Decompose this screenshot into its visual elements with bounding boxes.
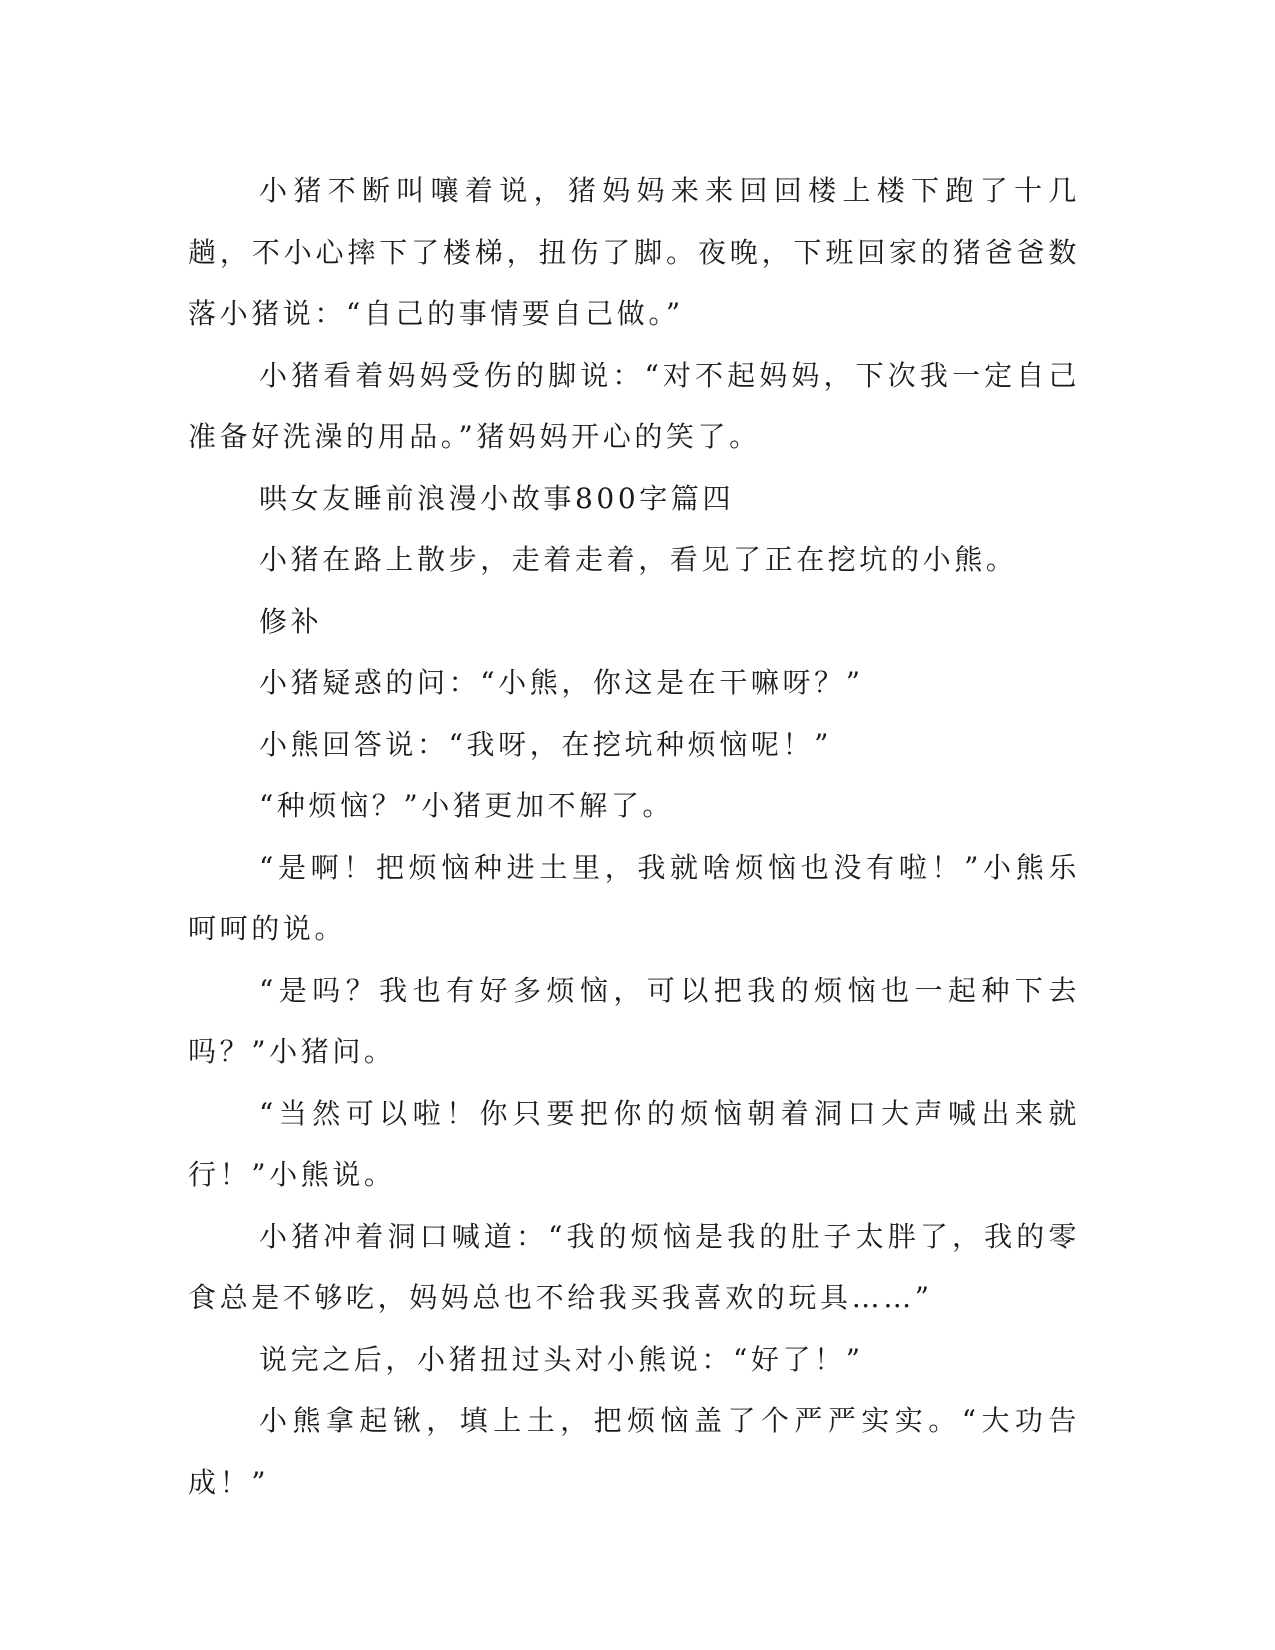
paragraph: 小熊回答说：“我呀，在挖坑种烦恼呢！” <box>259 727 833 761</box>
paragraph: 小猪在路上散步，走着走着，看见了正在挖坑的小熊。 <box>259 543 1018 576</box>
document-body <box>188 160 1080 1513</box>
section-heading: 哄女友睡前浪漫小故事800字篇四 <box>259 481 735 515</box>
paragraph: “种烦恼？”小猪更加不解了。 <box>259 789 675 822</box>
paragraph: “是吗？我也有好多烦恼，可以把我的烦恼也一起种下去吗？”小猪问。 <box>188 973 1080 1068</box>
paragraph: 说完之后，小猪扭过头对小熊说：“好了！” <box>259 1342 864 1376</box>
paragraph: “当然可以啦！你只要把你的烦恼朝着洞口大声喊出来就行！”小熊说。 <box>188 1096 1080 1191</box>
paragraph: 小猪看着妈妈受伤的脚说：“对不起妈妈，下次我一定自己准备好洗澡的用品。”猪妈妈开心的笑了。 <box>188 358 1080 453</box>
paragraph: 小猪不断叫嚷着说，猪妈妈来来回回楼上楼下跑了十几趟，不小心摔下了楼梯，扭伤了脚。夜晚，下班回家的猪爸爸数落小猪说：“自己的事情要自己做。” <box>188 174 1080 330</box>
paragraph: 修补 <box>259 604 323 638</box>
paragraph: “是啊！把烦恼种进土里，我就啥烦恼也没有啦！”小熊乐呵呵的说。 <box>188 850 1080 945</box>
paragraph: 小猪疑惑的问：“小熊，你这是在干嘛呀？” <box>259 666 864 699</box>
paragraph: 小熊拿起锹，填上土，把烦恼盖了个严严实实。“大功告成！” <box>188 1404 1080 1499</box>
paragraph: 小猪冲着洞口喊道：“我的烦恼是我的肚子太胖了，我的零食总是不够吃，妈妈总也不给我买我喜欢的玩具……” <box>188 1219 1080 1314</box>
